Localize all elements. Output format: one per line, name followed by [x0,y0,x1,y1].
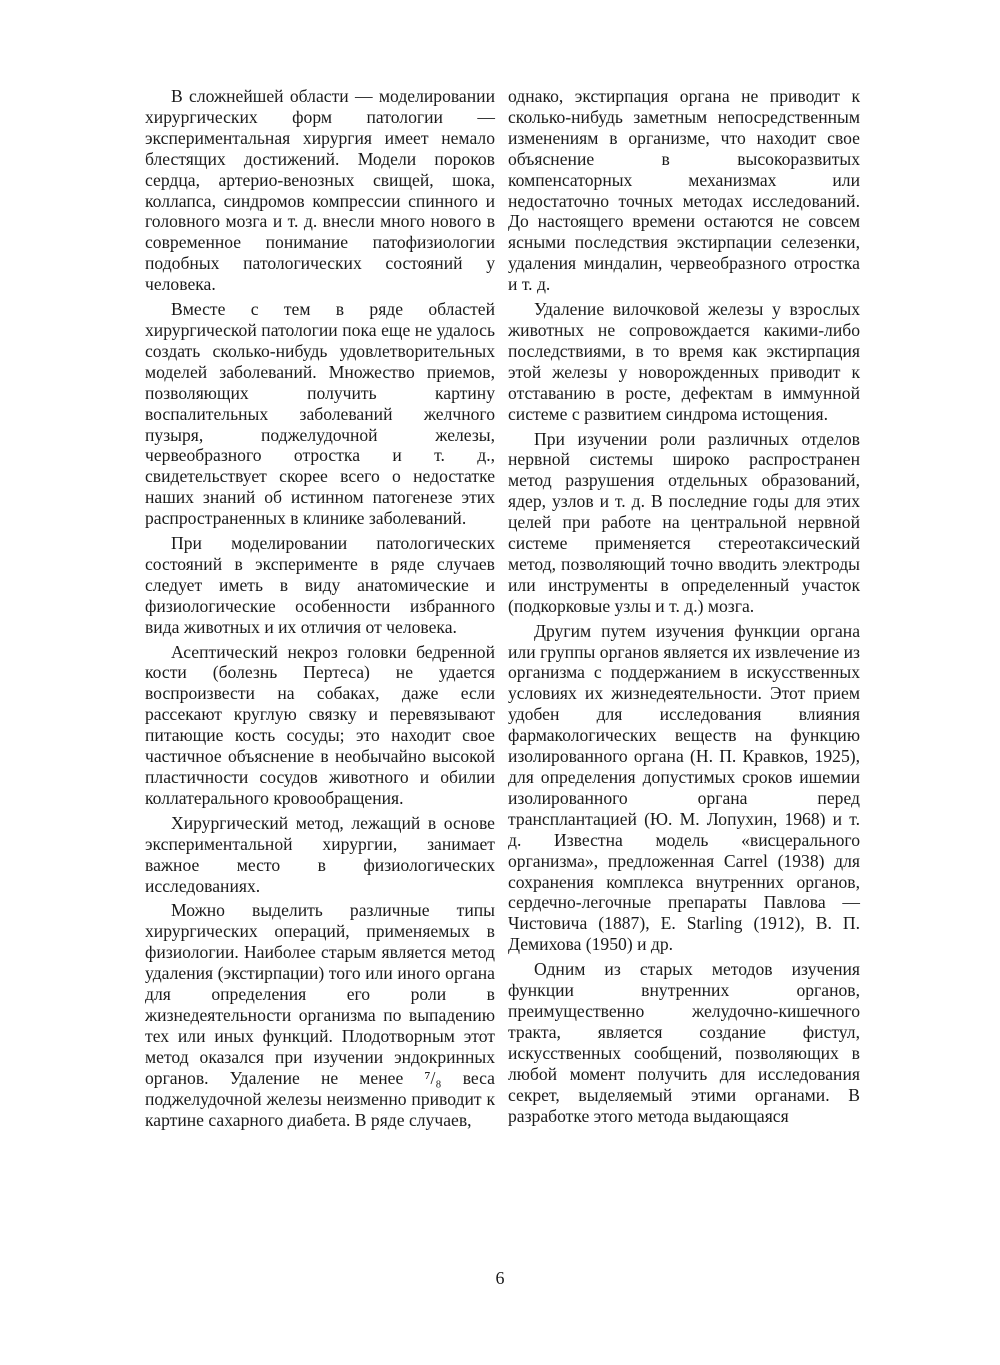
paragraph-surgical-pathology-modeling: В сложнейшей области — моделировании хирургических форм патологии — экспериментальная хирургия имеет немало блестящих достижений. Модели пороков сердца, артерио-венозных свищей, шока, коллапса, синдромов компрессии спинного и головного мозга и т. д. внесли много нового в современное понимание патофизиологии подобных патологических состояний у человека. [145,86,495,295]
paragraph-unsatisfactory-models: Вместе с тем в ряде областей хирургической патологии пока еще не удалось создать сколько-нибудь удовлетворительных моделей заболеваний. Множество приемов, позволяющих получить картину воспалительных заболеваний желчного пузыря, поджелудочной железы, червеобразного отростка и т. д., свидетельствует скорее всего о недостатке наших знаний об истинном патогенезе этих распространенных в клинике заболеваний. [145,299,495,529]
paragraph-perthes-disease: Асептический некроз головки бедренной кости (болезнь Пертеса) не удается воспроизвести на собаках, даже если рассекают круглую связку и перевязывают питающие кость сосуды; это находит свое частичное объяснение в необычайно высокой пластичности сосудов животного и обилии коллатерального кровообращения. [145,641,495,808]
page-number: 6 [495,1268,505,1288]
paragraph-operation-types: Можно выделить различные типы хирургических операций, применяемых в физиологии. Наиболее старым является метод удаления (экстирпации) того или иного органа для определения его роли в жизнедеятельности организма по выпадению тех или иных функций. Плодотворным этот метод оказался при изучении эндокринных органов. Удаление не менее ⁷/₈ веса поджелудочной железы неизменно приводит к картине сахарного диабета. В ряде случаев, [145,900,495,1130]
paragraph-fistula-method: Одним из старых методов изучения функции внутренних органов, преимущественно желудочно-кишечного тракта, является создание фистул, искусственных сообщений, позволяющих в любой момент получить для исследования секрет, выделяемый этими органами. В разработке этого метода выдающаяся [508,959,860,1126]
paragraph-extirpation-continued: однако, экстирпация органа не приводит к сколько-нибудь заметным непосредственным изменениям в организме, что находит свое объяснение в высокоразвитых компенсаторных механизмах или недостаточно точных методах исследований. До настоящего времени остаются не совсем ясными последствия экстирпации селезенки, удаления миндалин, червеобразного отростка и т. д. [508,86,860,295]
right-column [508,86,860,1130]
left-column [145,86,495,1134]
paragraph-surgical-method: Хирургический метод, лежащий в основе экспериментальной хирургии, занимает важное место в физиологических исследованиях. [145,812,495,896]
paragraph-nervous-system: При изучении роли различных отделов нервной системы широко распространен метод разрушения отдельных образований, ядер, узлов и т. д. В последние годы для этих целей при работе на центральной нервной системе применяется стереотаксический метод, позволяющий точно вводить электроды или инструменты в определенный участок (подкорковые узлы и т. д.) мозга. [508,428,860,616]
paragraph-species-features: При моделировании патологических состояний в эксперименте в ряде случаев следует иметь в виду анатомические и физиологические особенности избранного вида животных и их отличия от человека. [145,533,495,637]
paragraph-thymus-removal: Удаление вилочковой железы у взрослых животных не сопровождается какими-либо последствиями, в то время как экстирпация этой железы у новорожденных приводит к отставанию в росте, дефектам в иммунной системе с развитием синдрома истощения. [508,299,860,424]
paragraph-isolated-organs: Другим путем изучения функции органа или группы органов является их извлечение из организма с поддержанием в искусственных условиях их жизнедеятельности. Этот прием удобен для исследования влияния фармакологических веществ на функцию изолированного органа (Н. П. Кравков, 1925), для определения допустимых сроков ишемии изолированного органа перед трансплантацией (Ю. М. Лопухин, 1968) и т. д. Известна модель «висцерального организма», предложенная Carrel (1938) для сохранения комплекса внутренних органов, сердечно-легочные препараты Павлова — Чистовича (1887), E. Starling (1912), В. П. Демихова (1950) и др. [508,620,860,955]
